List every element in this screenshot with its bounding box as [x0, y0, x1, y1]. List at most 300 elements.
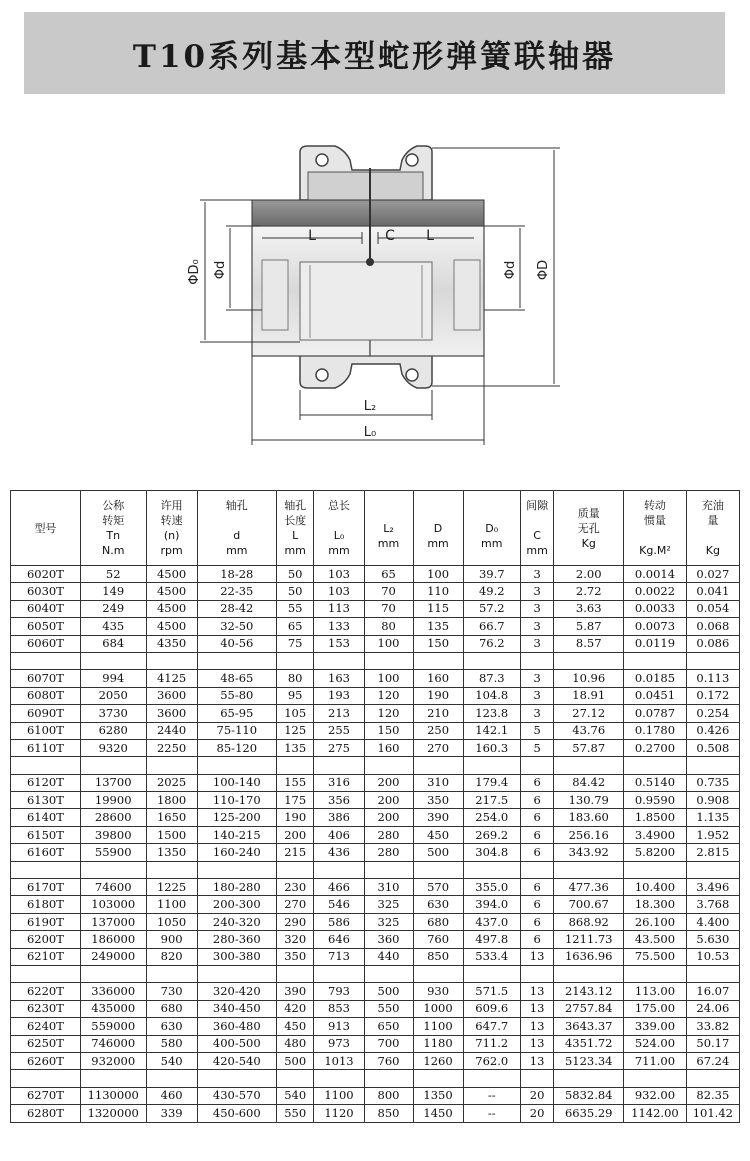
header-line: mm — [284, 544, 306, 557]
model-cell: 6110T — [11, 739, 81, 756]
empty-cell — [686, 861, 739, 878]
column-header — [11, 491, 81, 566]
value-cell: 0.0451 — [624, 687, 687, 704]
model-cell: 6060T — [11, 635, 81, 652]
value-cell: 3 — [520, 635, 553, 652]
value-cell: 26.100 — [624, 913, 687, 930]
header-line: 惯量 — [643, 514, 666, 527]
value-cell: 900 — [146, 931, 197, 948]
value-cell: 123.8 — [463, 705, 520, 722]
value-cell: 350 — [276, 948, 314, 965]
value-cell: 1013 — [314, 1052, 364, 1069]
value-cell: 55900 — [80, 844, 146, 861]
value-cell: -- — [463, 1105, 520, 1122]
empty-cell — [686, 1070, 739, 1087]
value-cell: 215 — [276, 844, 314, 861]
value-cell: 175 — [276, 792, 314, 809]
value-cell: 630 — [146, 1018, 197, 1035]
column-header — [624, 491, 687, 566]
value-cell: 853 — [314, 1000, 364, 1017]
empty-cell — [314, 652, 364, 669]
value-cell: 1.952 — [686, 826, 739, 843]
header-line: mm — [226, 544, 248, 557]
empty-cell — [11, 757, 81, 774]
value-cell: 1500 — [146, 826, 197, 843]
value-cell: 230 — [276, 879, 314, 896]
value-cell: 850 — [413, 948, 463, 965]
group-separator-row — [11, 757, 740, 774]
value-cell: 932000 — [80, 1052, 146, 1069]
empty-cell — [624, 652, 687, 669]
column-header — [520, 491, 553, 566]
value-cell: 497.8 — [463, 931, 520, 948]
value-cell: 125 — [276, 722, 314, 739]
empty-cell — [463, 652, 520, 669]
value-cell: 254.0 — [463, 809, 520, 826]
header-line: C — [533, 529, 541, 542]
model-cell: 6250T — [11, 1035, 81, 1052]
value-cell: 150 — [413, 635, 463, 652]
value-cell: 0.9590 — [624, 792, 687, 809]
value-cell: 74600 — [80, 879, 146, 896]
value-cell: 24.06 — [686, 1000, 739, 1017]
model-cell: 6150T — [11, 826, 81, 843]
value-cell: 52 — [80, 566, 146, 583]
value-cell: 10.53 — [686, 948, 739, 965]
header-line: mm — [427, 536, 449, 550]
value-cell: 22-35 — [197, 583, 276, 600]
value-cell: 43.500 — [624, 931, 687, 948]
value-cell: 500 — [276, 1052, 314, 1069]
value-cell: 163 — [314, 670, 364, 687]
value-cell: 1050 — [146, 913, 197, 930]
value-cell: 5.87 — [554, 618, 624, 635]
value-cell: 6 — [520, 826, 553, 843]
value-cell: 19900 — [80, 792, 146, 809]
value-cell: 580 — [146, 1035, 197, 1052]
empty-cell — [463, 757, 520, 774]
value-cell: 20 — [520, 1105, 553, 1122]
value-cell: 186000 — [80, 931, 146, 948]
value-cell: 630 — [413, 896, 463, 913]
model-cell: 6130T — [11, 792, 81, 809]
value-cell: 466 — [314, 879, 364, 896]
value-cell: 800 — [364, 1087, 413, 1104]
value-cell: 18.91 — [554, 687, 624, 704]
value-cell: 680 — [413, 913, 463, 930]
label-L-left: L — [308, 228, 316, 244]
value-cell: 973 — [314, 1035, 364, 1052]
value-cell: 325 — [364, 896, 413, 913]
empty-cell — [463, 1070, 520, 1087]
value-cell: 13 — [520, 1052, 553, 1069]
model-cell: 6040T — [11, 600, 81, 617]
empty-cell — [554, 861, 624, 878]
empty-cell — [11, 652, 81, 669]
value-cell: 420 — [276, 1000, 314, 1017]
value-cell: 680 — [146, 1000, 197, 1017]
value-cell: 647.7 — [463, 1018, 520, 1035]
value-cell: 18.300 — [624, 896, 687, 913]
value-cell: 0.0787 — [624, 705, 687, 722]
value-cell: 850 — [364, 1105, 413, 1122]
value-cell: 6 — [520, 931, 553, 948]
value-cell: 3600 — [146, 705, 197, 722]
empty-cell — [276, 965, 314, 982]
value-cell: 746000 — [80, 1035, 146, 1052]
value-cell: 5832.84 — [554, 1087, 624, 1104]
header-line: (n) — [163, 529, 180, 542]
empty-cell — [80, 1070, 146, 1087]
value-cell: 1.135 — [686, 809, 739, 826]
value-cell: 270 — [413, 739, 463, 756]
value-cell: 4350 — [146, 635, 197, 652]
value-cell: 6280 — [80, 722, 146, 739]
header-line: 间隙 — [526, 499, 549, 512]
value-cell: 550 — [276, 1105, 314, 1122]
value-cell: 193 — [314, 687, 364, 704]
value-cell: 1100 — [146, 896, 197, 913]
empty-cell — [463, 861, 520, 878]
empty-cell — [364, 652, 413, 669]
header-line: 无孔 — [577, 521, 600, 535]
value-cell: 280 — [364, 844, 413, 861]
value-cell: 646 — [314, 931, 364, 948]
table-row — [11, 826, 740, 843]
header-line — [687, 528, 739, 543]
value-cell: 66.7 — [463, 618, 520, 635]
table-row — [11, 774, 740, 791]
value-cell: 213 — [314, 705, 364, 722]
column-header — [463, 491, 520, 566]
value-cell: 1211.73 — [554, 931, 624, 948]
value-cell: 0.735 — [686, 774, 739, 791]
value-cell: 40-56 — [197, 635, 276, 652]
value-cell: 32-50 — [197, 618, 276, 635]
model-cell: 6180T — [11, 896, 81, 913]
empty-cell — [197, 861, 276, 878]
empty-cell — [146, 965, 197, 982]
column-header — [80, 491, 146, 566]
value-cell: 13 — [520, 1000, 553, 1017]
value-cell: 13 — [520, 983, 553, 1000]
value-cell: 101.42 — [686, 1105, 739, 1122]
value-cell: 3730 — [80, 705, 146, 722]
value-cell: 1.8500 — [624, 809, 687, 826]
value-cell: 43.76 — [554, 722, 624, 739]
value-cell: 0.908 — [686, 792, 739, 809]
value-cell: 103000 — [80, 896, 146, 913]
value-cell: 190 — [276, 809, 314, 826]
value-cell: 70 — [364, 583, 413, 600]
empty-cell — [80, 757, 146, 774]
value-cell: 0.0022 — [624, 583, 687, 600]
value-cell: 200 — [364, 774, 413, 791]
value-cell: 39800 — [80, 826, 146, 843]
header-line: L₀ — [333, 529, 345, 542]
value-cell: 1450 — [413, 1105, 463, 1122]
value-cell: 2440 — [146, 722, 197, 739]
empty-cell — [364, 1070, 413, 1087]
value-cell: 4351.72 — [554, 1035, 624, 1052]
value-cell: 70 — [364, 600, 413, 617]
empty-cell — [520, 861, 553, 878]
value-cell: 135 — [413, 618, 463, 635]
value-cell: 10.400 — [624, 879, 687, 896]
header-line — [624, 528, 686, 543]
empty-cell — [197, 652, 276, 669]
empty-cell — [11, 1070, 81, 1087]
value-cell: 250 — [413, 722, 463, 739]
value-cell: 343.92 — [554, 844, 624, 861]
column-header — [413, 491, 463, 566]
header-line: 轴孔 — [225, 499, 248, 512]
value-cell: 700.67 — [554, 896, 624, 913]
header-line: L₂ — [383, 521, 394, 535]
empty-cell — [314, 965, 364, 982]
value-cell: 760 — [364, 1052, 413, 1069]
header-line — [464, 506, 520, 521]
empty-cell — [11, 965, 81, 982]
value-cell: 4125 — [146, 670, 197, 687]
value-cell: 149 — [80, 583, 146, 600]
value-cell: 559000 — [80, 1018, 146, 1035]
empty-cell — [554, 652, 624, 669]
empty-cell — [463, 965, 520, 982]
model-cell: 6240T — [11, 1018, 81, 1035]
value-cell: 0.0014 — [624, 566, 687, 583]
value-cell: 5.8200 — [624, 844, 687, 861]
value-cell: 50 — [276, 583, 314, 600]
value-cell: 100-140 — [197, 774, 276, 791]
value-cell: 65 — [364, 566, 413, 583]
value-cell: 135 — [276, 739, 314, 756]
value-cell: 1130000 — [80, 1087, 146, 1104]
model-cell: 6070T — [11, 670, 81, 687]
empty-cell — [314, 757, 364, 774]
value-cell: 18-28 — [197, 566, 276, 583]
table-row — [11, 1018, 740, 1035]
header-line — [365, 506, 413, 521]
value-cell: 20 — [520, 1087, 553, 1104]
empty-cell — [276, 861, 314, 878]
header-line: 转矩 — [102, 514, 125, 527]
value-cell: 930 — [413, 983, 463, 1000]
value-cell: 684 — [80, 635, 146, 652]
value-cell: 130.79 — [554, 792, 624, 809]
value-cell: 5.630 — [686, 931, 739, 948]
value-cell: 210 — [413, 705, 463, 722]
value-cell: 320-420 — [197, 983, 276, 1000]
value-cell: 256.16 — [554, 826, 624, 843]
label-L-right: L — [426, 228, 434, 244]
value-cell: 0.2700 — [624, 739, 687, 756]
header-line: Kg — [581, 536, 596, 550]
header-line: 量 — [707, 514, 719, 527]
value-cell: 140-215 — [197, 826, 276, 843]
value-cell: 10.96 — [554, 670, 624, 687]
value-cell: 0.1780 — [624, 722, 687, 739]
value-cell: 3600 — [146, 687, 197, 704]
value-cell: 460 — [146, 1087, 197, 1104]
model-cell: 6270T — [11, 1087, 81, 1104]
value-cell: 1225 — [146, 879, 197, 896]
table-row — [11, 739, 740, 756]
empty-cell — [413, 965, 463, 982]
model-cell: 6120T — [11, 774, 81, 791]
value-cell: 1100 — [314, 1087, 364, 1104]
model-cell: 6190T — [11, 913, 81, 930]
value-cell: 150 — [364, 722, 413, 739]
value-cell: 275 — [314, 739, 364, 756]
value-cell: 711.00 — [624, 1052, 687, 1069]
value-cell: 0.508 — [686, 739, 739, 756]
value-cell: 760 — [413, 931, 463, 948]
model-cell: 6170T — [11, 879, 81, 896]
value-cell: 2025 — [146, 774, 197, 791]
value-cell: 762.0 — [463, 1052, 520, 1069]
header-line: D₀ — [485, 521, 499, 535]
value-cell: 390 — [413, 809, 463, 826]
value-cell: 868.92 — [554, 913, 624, 930]
table-row — [11, 879, 740, 896]
value-cell: 33.82 — [686, 1018, 739, 1035]
model-cell: 6140T — [11, 809, 81, 826]
value-cell: 48-65 — [197, 670, 276, 687]
empty-cell — [80, 861, 146, 878]
value-cell: 0.5140 — [624, 774, 687, 791]
value-cell: 113.00 — [624, 983, 687, 1000]
empty-cell — [364, 861, 413, 878]
value-cell: 5123.34 — [554, 1052, 624, 1069]
table-row — [11, 618, 740, 635]
value-cell: 0.086 — [686, 635, 739, 652]
value-cell: 355.0 — [463, 879, 520, 896]
value-cell: 550 — [364, 1000, 413, 1017]
model-cell: 6260T — [11, 1052, 81, 1069]
value-cell: 57.87 — [554, 739, 624, 756]
value-cell: 3.4900 — [624, 826, 687, 843]
group-separator-row — [11, 965, 740, 982]
value-cell: 105 — [276, 705, 314, 722]
value-cell: 50.17 — [686, 1035, 739, 1052]
value-cell: 65 — [276, 618, 314, 635]
value-cell: 67.24 — [686, 1052, 739, 1069]
value-cell: 4.400 — [686, 913, 739, 930]
value-cell: 3 — [520, 670, 553, 687]
value-cell: 249 — [80, 600, 146, 617]
value-cell: 1636.96 — [554, 948, 624, 965]
value-cell: 75.500 — [624, 948, 687, 965]
empty-cell — [520, 965, 553, 982]
value-cell: 820 — [146, 948, 197, 965]
empty-cell — [686, 965, 739, 982]
value-cell: 4500 — [146, 566, 197, 583]
value-cell: 300-380 — [197, 948, 276, 965]
header-line — [314, 513, 363, 528]
empty-cell — [624, 757, 687, 774]
value-cell: 6 — [520, 809, 553, 826]
value-cell: 360 — [364, 931, 413, 948]
table-row — [11, 583, 740, 600]
table-row — [11, 687, 740, 704]
table-row — [11, 896, 740, 913]
value-cell: 533.4 — [463, 948, 520, 965]
value-cell: 793 — [314, 983, 364, 1000]
value-cell: 5 — [520, 739, 553, 756]
value-cell: 153 — [314, 635, 364, 652]
value-cell: 13 — [520, 1018, 553, 1035]
header-line: 充油 — [701, 499, 724, 512]
model-cell: 6220T — [11, 983, 81, 1000]
header-line: mm — [526, 544, 548, 557]
empty-cell — [554, 965, 624, 982]
value-cell: 0.254 — [686, 705, 739, 722]
label-d-left: Φd — [213, 260, 228, 280]
value-cell: 500 — [364, 983, 413, 1000]
table-row — [11, 948, 740, 965]
value-cell: 3643.37 — [554, 1018, 624, 1035]
table-row — [11, 931, 740, 948]
value-cell: 6 — [520, 844, 553, 861]
value-cell: 27.12 — [554, 705, 624, 722]
value-cell: 87.3 — [463, 670, 520, 687]
value-cell: 9320 — [80, 739, 146, 756]
value-cell: 50 — [276, 566, 314, 583]
value-cell: 103 — [314, 566, 364, 583]
column-header — [554, 491, 624, 566]
table-row — [11, 1000, 740, 1017]
table-row — [11, 670, 740, 687]
value-cell: 360-480 — [197, 1018, 276, 1035]
value-cell: 450 — [413, 826, 463, 843]
value-cell: 120 — [364, 705, 413, 722]
value-cell: 249000 — [80, 948, 146, 965]
table-row — [11, 809, 740, 826]
value-cell: 120 — [364, 687, 413, 704]
value-cell: 190 — [413, 687, 463, 704]
value-cell: 100 — [413, 566, 463, 583]
value-cell: 450-600 — [197, 1105, 276, 1122]
empty-cell — [364, 965, 413, 982]
header-line: 转动 — [643, 499, 666, 512]
value-cell: 104.8 — [463, 687, 520, 704]
value-cell: 2050 — [80, 687, 146, 704]
table-row — [11, 1052, 740, 1069]
table-row — [11, 792, 740, 809]
empty-cell — [146, 757, 197, 774]
value-cell: 1650 — [146, 809, 197, 826]
value-cell: 4500 — [146, 583, 197, 600]
table-row — [11, 1105, 740, 1122]
value-cell: 160.3 — [463, 739, 520, 756]
value-cell: 3 — [520, 687, 553, 704]
value-cell: 386 — [314, 809, 364, 826]
value-cell: 430-570 — [197, 1087, 276, 1104]
label-d-right: Φd — [503, 260, 518, 280]
value-cell: 500 — [413, 844, 463, 861]
column-header — [686, 491, 739, 566]
empty-cell — [314, 861, 364, 878]
header-line: 型号 — [34, 521, 57, 535]
value-cell: 4500 — [146, 600, 197, 617]
value-cell: 6 — [520, 792, 553, 809]
spec-table — [10, 490, 740, 1123]
value-cell: 730 — [146, 983, 197, 1000]
value-cell: 650 — [364, 1018, 413, 1035]
value-cell: 440 — [364, 948, 413, 965]
empty-cell — [314, 1070, 364, 1087]
